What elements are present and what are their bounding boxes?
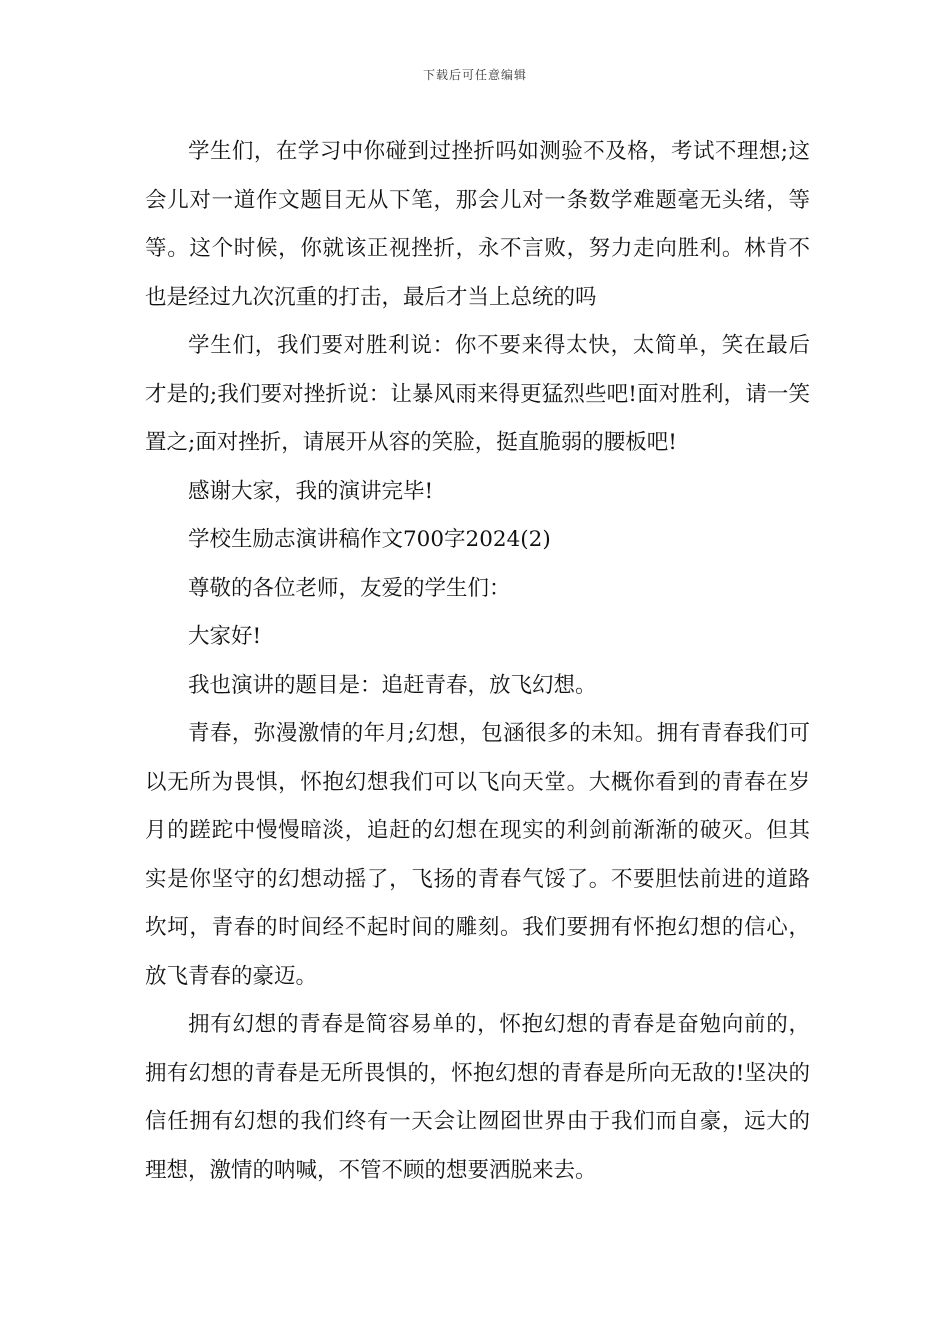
paragraph-victory-setback: 学生们，我们要对胜利说：你不要来得太快，太简单，笑在最后才是的;我们要对挫折说：让暴风雨来得更猛烈些吧!面对胜利，请一笑置之;面对挫折，请展开从容的笑脸，挺直脆弱的腰板吧! [145,333,810,455]
page-header-note: 下载后可任意编辑 [422,68,527,82]
section-title: 学校生励志演讲稿作文700字2024(2) [188,527,551,552]
document-body [145,128,810,1195]
paragraph-youth: 青春，弥漫激情的年月;幻想，包涵很多的未知。拥有青春我们可以无所为畏惧，怀抱幻想我们可以飞向天堂。大概你看到的青春在岁月的蹉跎中慢慢暗淡，追赶的幻想在现实的利剑前渐渐的破灭。但其实是你坚守的幻想动摇了，飞扬的青春气馁了。不要胆怯前进的道路坎坷，青春的时间经不起时间的雕刻。我们要拥有怀抱幻想的信心，放飞青春的豪迈。 [145,721,810,989]
paragraph-dreams: 拥有幻想的青春是简容易单的，怀抱幻想的青春是奋勉向前的，拥有幻想的青春是无所畏惧的，怀抱幻想的青春是所向无敌的!坚决的信任拥有幻想的我们终有一天会让囫囵世界由于我们而自豪，远大的理想，激情的呐喊，不管不顾的想要洒脱来去。 [145,1012,810,1183]
paragraph-thanks: 感谢大家，我的演讲完毕! [188,478,434,504]
paragraph-setbacks: 学生们，在学习中你碰到过挫折吗如测验不及格，考试不理想;这会儿对一道作文题目无从下笔，那会儿对一条数学难题毫无头绪，等等。这个时候，你就该正视挫折，永不言败，努力走向胜利。林肯不也是经过九次沉重的打击，最后才当上总统的吗 [145,139,810,310]
paragraph-greeting: 大家好! [188,624,262,649]
paragraph-topic: 我也演讲的题目是：追赶青春，放飞幻想。 [188,672,597,698]
paragraph-salutation: 尊敬的各位老师，友爱的学生们： [188,575,511,601]
